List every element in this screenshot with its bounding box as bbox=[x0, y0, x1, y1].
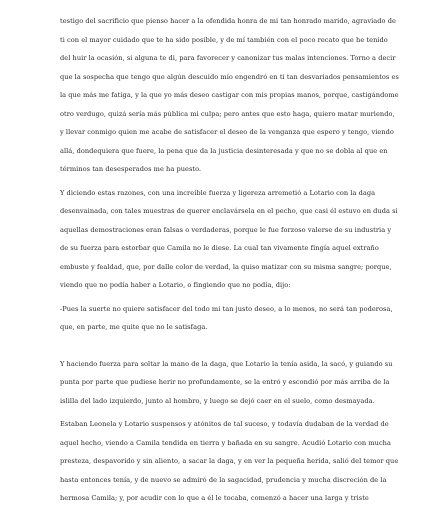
paragraph-4: Y haciendo fuerza para soltar la mano de la daga, que Lotario la tenía asida, la sacó, y guiando su punta por parte que pudiese herir no profundamente, se la entró y escondió por más arriba de la islilla del lado izquierdo, junto al hombro, y luego se dejó caer en el suelo, como desmayada. bbox=[60, 359, 393, 405]
paragraph-1: testigo del sacrificio que pienso hacer a la ofendida honra de mi tan honrado marido, agraviado de ti con el mayor cuidado que te ha sido posible, y de mí también con el poco recato que he tenido del huir la ocasión, si alguna te di, para favorecer y canonizar tus malas intenciones. Torno a decir que la sospecha que tengo que algún descuido mío engendró en ti tan desvariados pensamientos es la que más me fatiga, y la que yo más deseo castigar con mis propias manos, porque, castigándome otro verdugo, quizá sería más pública mi culpa; pero antes que esto haga, quiero matar muriendo, y llevar conmigo quien me acabe de satisfacer el deseo de la venganza que espero y tengo, viendo allá, dondequiera que fuere, la pena que da la justicia desinteresada y que no se dobla al que en términos tan desesperados me ha puesto. bbox=[60, 17, 399, 173]
document-page bbox=[60, 12, 400, 513]
paragraph-3: -Pues la suerte no quiere satisfacer del todo mi tan justo deseo, a lo menos, no será tan poderosa, que, en parte, me quite que no le satisfaga. bbox=[60, 304, 393, 331]
paragraph-2: Y diciendo estas razones, con una increíble fuerza y ligereza arremetió a Lotario con la daga desenvainada, con tales muestras de querer enclavársela en el pecho, que casi él estuvo en duda si aquellas demostraciones eran falsas o verdaderas, porque le fue forzoso valerse de su industria y de su fuerza para estorbar que Camila no le diese. La cual tan vivamente fingía aquel extraño embuste y fealdad, que, por dalle color de verdad, la quiso matizar con su misma sangre; porque, viendo que no podía haber a Lotario, o fingiendo que no podía, dijo: bbox=[60, 188, 398, 289]
paragraph-5: Estaban Leonela y Lotario suspensos y atónitos de tal suceso, y todavía dudaban de la verdad de aquel hecho, viendo a Camila tendida en tierra y bañada en su sangre. Acudió Lotario con mucha presteza, despavorido y sin aliento, a sacar la daga, y en ver la pequeña herida, salió del temor que hasta entonces tenía, y de nuevo se admiró de la sagacidad, prudencia y mucha discreción de la hermosa Camila; y, por acudir con lo que a él le tocaba, comenzó a hacer una larga y triste bbox=[60, 420, 399, 502]
